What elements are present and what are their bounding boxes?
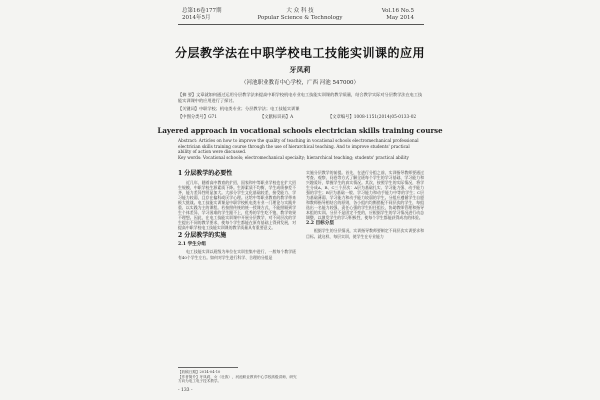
- english-title: Layered approach in vocational schools electrician skills training course: [157, 126, 443, 135]
- keywords-cn: 【关键词】中职学校；机电类专业；分层教学法；电工技能实训课: [178, 106, 300, 111]
- body-column-right: [306, 170, 424, 239]
- header-right: [382, 8, 414, 22]
- header-center: [0, 8, 600, 22]
- journal-name-en: Popular Science & Technology: [257, 15, 343, 21]
- header-issue: 总第16卷177期: [182, 8, 222, 14]
- header-rule: [178, 24, 424, 25]
- header-month: May 2014: [386, 15, 414, 21]
- received-date: 【收稿日期】2014-04-10: [178, 370, 221, 374]
- right-column-paragraph: 实施分层教学的前提。首先，在进行分组之前，实训指导教师要通过考查、观察、问卷等方式了解全班每个学生的学习基础、学习能力和兴趣爱好，掌握学生的真实情况。其次，按照学生的实际情况，将学生分成A、B、C三个层次：A层为基础扎实、学习能力强、动手能力强的学生；B层为基础一般、学习能力和动手能力中等的学生；C层为基础薄弱、学习能力和动手能力较弱的学生。分组应遵循学生自愿和教师指导相结合的原则，各小组内均衡搭配不同层次的学生，每组选出一名能力较强、责任心强的学生担任组长，协助教师管理和指导本组的实训。分层不是固定不变的，应根据学生的学习情况进行动态调整，以激发学生的学习积极性，使每个学生都能获得成功的体验。: [306, 170, 424, 221]
- section-2-2-heading: 2.2 目标分层: [306, 221, 334, 227]
- author-affiliation: （河池职业教育中心学校，广西 河池 547000）: [241, 80, 359, 86]
- abstract-cn: 【摘 要】文章就如何通过运用分层教学法来提高中职学校机电专业电工技能实训课的教学质量，结合教学实际对分层教学法在电工技能实训课中的应用进行了探讨。: [178, 92, 423, 103]
- section-2-heading: 2 分层教学的实施: [178, 232, 227, 240]
- section-1-paragraph: 近几年，随着高中教育的扩招，国家和中等职业学校也在扩大招生规模，中职学校生源素质下降。生源素质不均衡，学生成绩参差不齐，能力差异性明显加大。大部分学生文化基础较差，接受能力、学习能力较弱，且存在偏科或厌学心理。这给中等职业教育的教学带来极大挑战。电工技能实训课是中职学校机电类专业一门理论与实践并重、以实践为主的课程。若按照传统的统一授课方式，不能照顾到学生个体差异，学习困难的学生跟不上，优秀的学生吃不饱，教学效果不理想。因此，在电工技能实训课中开展分层教学，对不同层次的学生提出不同的教学要求，使每个学生都能在原有基础上得到发展，对提高中职学校电工技能实训课的教学质量具有重要意义。: [178, 180, 296, 231]
- section-2-1-heading: 2.1 学生分组: [178, 242, 206, 248]
- article-number: 【文章编号】1008-1151(2014)05-0133-02: [328, 115, 417, 120]
- header-volume: Vol.16 No.5: [381, 8, 414, 14]
- header-date: 2014年5月: [182, 15, 211, 21]
- author-name: 牙凤莉: [289, 65, 311, 74]
- section-1-heading: 1 分层教学的必要性: [178, 170, 233, 177]
- author-bio: 【作者简介】牙凤莉，女（壮族），河池职业教育中心学校高级讲师，研究方向为电工电子技术教学。: [178, 374, 297, 384]
- paper-title: 分层教学法在中职学校电工技能实训课的应用: [174, 46, 425, 60]
- keywords-en: Key words: Vocational schools; electromechanical specialty; hierarchical teaching; students' practical ability: [178, 155, 409, 160]
- abstract-en: Abstract: Articles on how to improve the quality of teaching in vocational schools electromechanical professional electrician skills training course through the use of hierarchical teaching. And to improve students' practical ability of action were discussed.: [178, 138, 419, 155]
- footnote-rule: [178, 367, 238, 368]
- section-2-1-paragraph: 电工技能实训以班级为单位在实训室集中进行，一般每个教学班有40个学生左右。如何对学生进行科学、合理的分组是: [178, 249, 296, 260]
- footnote: [178, 370, 298, 384]
- clc-number: 【中图分类号】G71: [178, 115, 217, 120]
- body-column-left: [178, 168, 296, 260]
- document-code: 【文献标识码】A: [260, 115, 294, 120]
- page-number: - 133 -: [178, 388, 193, 393]
- journal-name-cn: 大 众 科 技: [286, 8, 314, 14]
- section-2-2-paragraph: 根据学生的分层情况，实训指导教师要制定不同层次实训要求和目标。就这样，每层实训，使学生在专业能力: [306, 228, 424, 239]
